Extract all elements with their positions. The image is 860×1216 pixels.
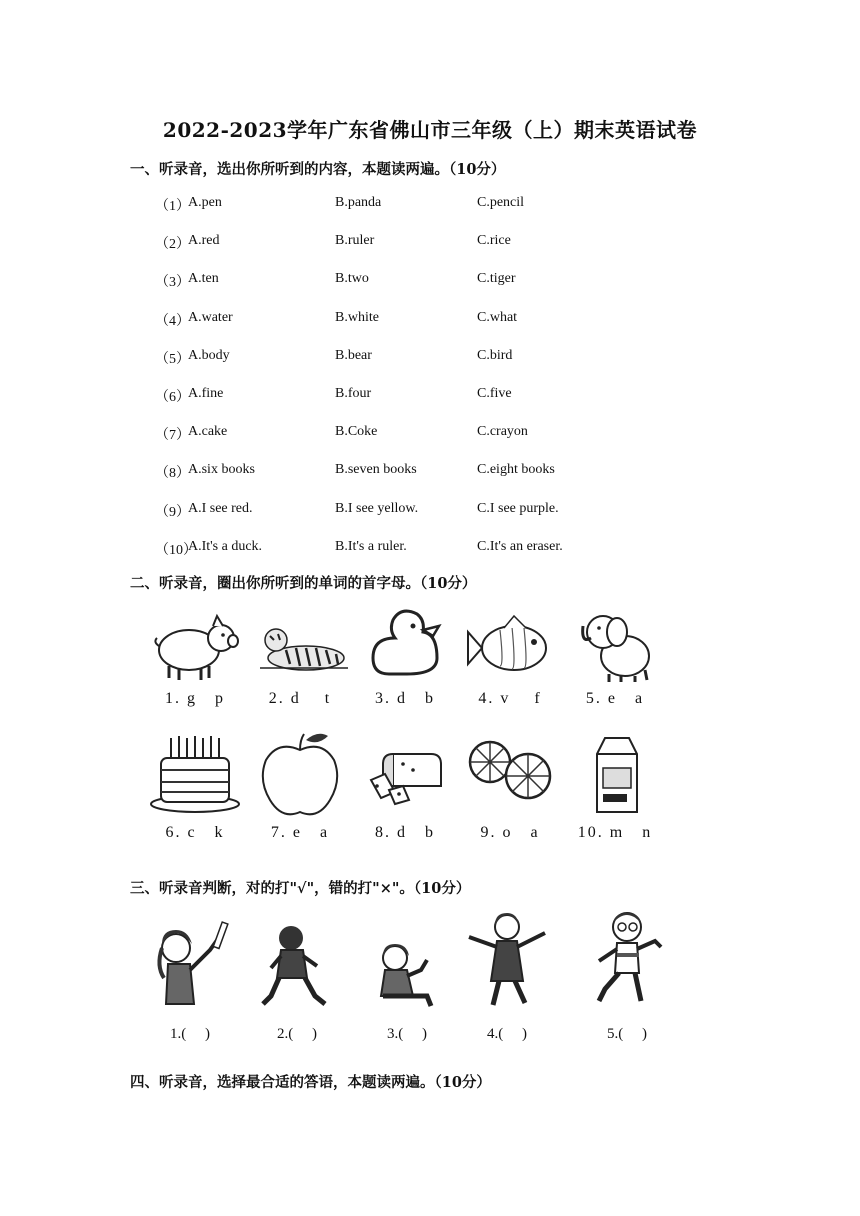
- question-number: （5）: [155, 351, 190, 367]
- orange-icon: [464, 728, 556, 818]
- question-number: （4）: [155, 313, 190, 329]
- option-c: C.bird: [477, 347, 513, 363]
- question-row: [155, 539, 715, 559]
- item-label: 7. e a: [270, 824, 330, 841]
- option-b: B.panda: [335, 195, 382, 210]
- option-c: C.It's an eraser.: [477, 538, 563, 554]
- section3-heading: 三、听录音判断，对的打"√"，错的打"×"。（10分）: [130, 880, 471, 897]
- item-label: 8. d b: [375, 824, 435, 841]
- girl-sitting-icon: [357, 918, 457, 1018]
- pig-item: [145, 608, 245, 708]
- option-a: A.six books: [188, 462, 255, 478]
- option-c: C.eight books: [477, 462, 555, 478]
- option-b: B.two: [335, 271, 369, 287]
- tiger-icon: [250, 608, 350, 684]
- item-label: 9. o a: [480, 824, 540, 841]
- kid-5: [572, 905, 682, 1043]
- option-c: C.what: [477, 309, 518, 325]
- elephant-icon: [569, 608, 661, 684]
- question-number: （10）: [155, 542, 197, 558]
- option-b: B.Coke: [335, 424, 378, 440]
- question-row: [155, 386, 715, 406]
- option-b: B.It's a ruler.: [335, 538, 407, 554]
- section2-heading: 二、听录音，圈出你所听到的单词的首字母。（10分）: [130, 575, 477, 592]
- item-label: 1. g p: [165, 690, 225, 707]
- tiger-item: [250, 608, 350, 708]
- question-number: （2）: [155, 237, 190, 253]
- boy-dancing-icon: [577, 905, 677, 1018]
- kid-label: 3.( ): [387, 1026, 427, 1042]
- kid-2: [242, 918, 352, 1043]
- question-row: [155, 348, 715, 368]
- option-c: C.I see purple.: [477, 500, 559, 516]
- option-c: C.five: [477, 386, 512, 401]
- question-number: （3）: [155, 275, 190, 291]
- question-number: （1）: [155, 199, 190, 214]
- option-a: A.pen: [188, 195, 222, 210]
- fish-item: [460, 608, 560, 708]
- option-a: A.ten: [188, 271, 219, 287]
- item-label: 6. c k: [165, 824, 225, 841]
- question-number: （7）: [155, 428, 190, 444]
- duck-item: [355, 608, 455, 708]
- milk-icon: [569, 728, 661, 818]
- item-label: 3. d b: [375, 690, 435, 707]
- question-number: （9）: [155, 504, 190, 520]
- boy-squatting-icon: [247, 918, 347, 1018]
- kid-label: 2.( ): [277, 1026, 317, 1042]
- option-c: C.tiger: [477, 271, 516, 287]
- option-b: B.seven books: [335, 462, 417, 478]
- elephant-item: [565, 608, 665, 708]
- question-row: [155, 462, 715, 482]
- kid-1: [135, 918, 245, 1043]
- question-row: [155, 271, 715, 291]
- option-b: B.I see yellow.: [335, 500, 419, 516]
- option-a: A.I see red.: [188, 500, 253, 516]
- girl-raising-hand-icon: [140, 918, 240, 1018]
- option-c: C.crayon: [477, 424, 528, 440]
- orange-item: [460, 728, 560, 842]
- pig-icon: [149, 608, 241, 684]
- option-a: A.red: [188, 233, 220, 249]
- option-a: A.fine: [188, 386, 224, 401]
- kid-label: 1.( ): [170, 1026, 210, 1042]
- option-b: B.ruler: [335, 233, 375, 249]
- question-number: （6）: [155, 390, 190, 405]
- duck-icon: [359, 608, 451, 684]
- option-a: A.It's a duck.: [188, 538, 263, 554]
- fish-icon: [464, 608, 556, 684]
- item-label: 4. v f: [478, 690, 542, 707]
- kid-4: [452, 905, 562, 1043]
- option-b: B.bear: [335, 347, 372, 363]
- item-label: 2. d t: [268, 690, 332, 707]
- question-row: [155, 233, 715, 253]
- item-label: 10. m n: [577, 824, 653, 841]
- cake-icon: [147, 728, 243, 818]
- milk-item: [565, 728, 665, 842]
- option-a: A.cake: [188, 424, 228, 440]
- option-a: A.water: [188, 309, 233, 325]
- question-row: [155, 424, 715, 444]
- option-c: C.pencil: [477, 195, 525, 210]
- kid-label: 4.( ): [487, 1026, 527, 1042]
- option-b: B.white: [335, 309, 379, 325]
- cake-item: [145, 728, 245, 842]
- option-a: A.body: [188, 347, 230, 363]
- section1-heading: 一、听录音，选出你所听到的内容，本题读两遍。（10分）: [130, 161, 506, 178]
- option-c: C.rice: [477, 233, 511, 249]
- kid-label: 5.( ): [607, 1026, 647, 1042]
- item-label: 5. e a: [585, 690, 645, 707]
- apple-item: [250, 728, 350, 842]
- bread-icon: [359, 728, 451, 818]
- page-title: 2022-2023学年广东省佛山市三年级（上）期末英语试卷: [162, 118, 698, 142]
- section4-heading: 四、听录音，选择最合适的答语，本题读两遍。（10分）: [130, 1074, 491, 1091]
- question-row: [155, 501, 715, 521]
- question-number: （8）: [155, 466, 190, 482]
- bread-item: [355, 728, 455, 842]
- girl-arms-open-icon: [457, 905, 557, 1018]
- kid-3: [352, 918, 462, 1043]
- apple-icon: [254, 728, 346, 818]
- question-row: [155, 310, 715, 330]
- question-row: [155, 195, 715, 215]
- option-b: B.four: [335, 386, 372, 401]
